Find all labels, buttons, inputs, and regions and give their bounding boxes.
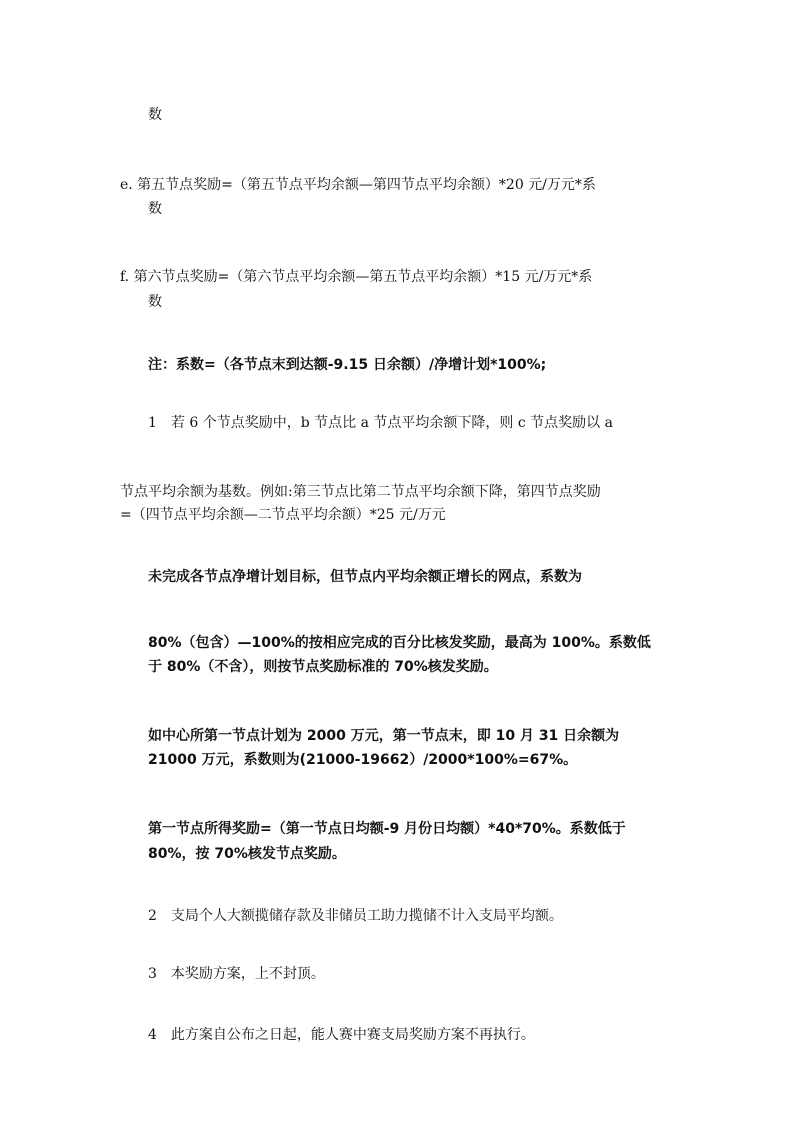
bold-paragraph-line: 80%，按 70%核发节点奖励。 (148, 846, 346, 862)
text-line: =（四节点平均余额—二节点平均余额）*25 元/万元 (120, 507, 446, 523)
bold-paragraph-line: 80%（包含）—100%的按相应完成的百分比核发奖励，最高为 100%。系数低 (148, 635, 651, 651)
text-line: 数 (148, 107, 162, 123)
numbered-item: 2 支局个人大额揽储存款及非储员工助力揽储不计入支局平均额。 (148, 908, 563, 924)
bold-paragraph-line: 21000 万元，系数则为(21000-19662）/2000*100%=67%。 (148, 752, 578, 768)
text-line: 数 (148, 294, 162, 310)
note-line: 注：系数=（各节点末到达额-9.15 日余额）/净增计划*100%; (148, 357, 547, 373)
text-line: 数 (148, 201, 162, 217)
bold-paragraph-line: 于 80%（不含），则按节点奖励标准的 70%核发奖励。 (148, 659, 498, 675)
bold-paragraph-line: 未完成各节点净增计划目标，但节点内平均余额正增长的网点，系数为 (148, 569, 582, 585)
numbered-item: 3 本奖励方案，上不封顶。 (148, 966, 325, 982)
bold-paragraph-line: 如中心所第一节点计划为 2000 万元，第一节点末，即 10 月 31 日余额为 (148, 728, 620, 744)
bold-paragraph-line: 第一节点所得奖励=（第一节点日均额-9 月份日均额）*40*70%。系数低于 (148, 821, 626, 837)
numbered-item: 1 若 6 个节点奖励中，b 节点比 a 节点平均余额下降，则 c 节点奖励以 a (148, 415, 613, 431)
text-line: e. 第五节点奖励=（第五节点平均余额—第四节点平均余额）*20 元/万元*系 (120, 177, 596, 193)
text-line: 节点平均余额为基数。例如:第三节点比第二节点平均余额下降，第四节点奖励 (120, 484, 601, 500)
text-line: f. 第六节点奖励=（第六节点平均余额—第五节点平均余额）*15 元/万元*系 (120, 269, 593, 285)
numbered-item: 4 此方案自公布之日起，能人赛中赛支局奖励方案不再执行。 (148, 1027, 535, 1043)
